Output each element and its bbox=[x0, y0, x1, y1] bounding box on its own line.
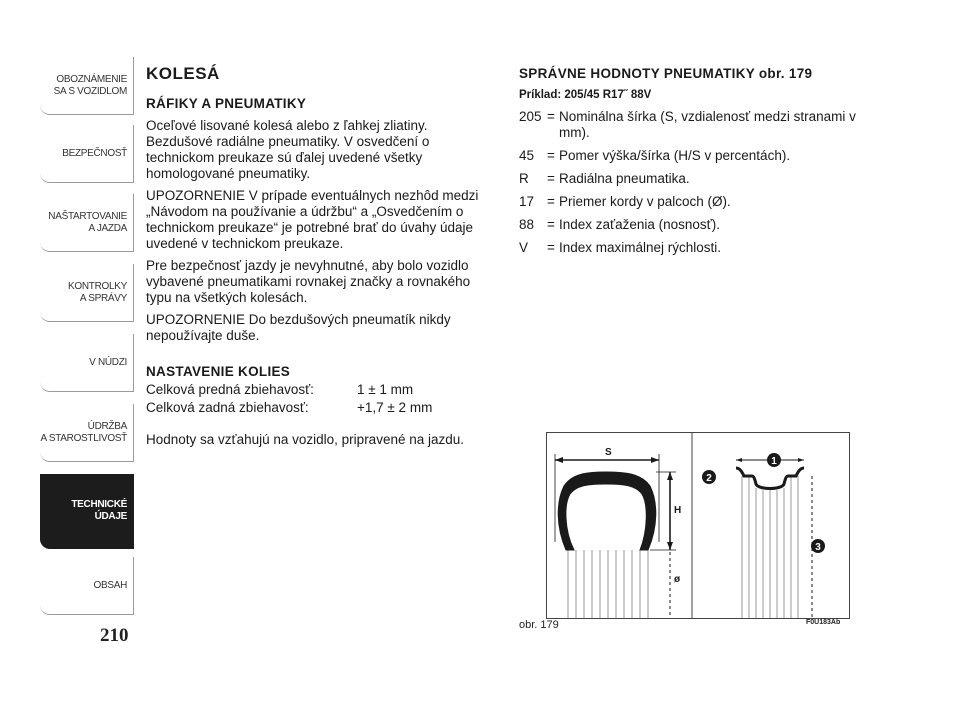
definition-code: 88 bbox=[519, 217, 535, 232]
definition-row bbox=[519, 148, 879, 164]
tab-label-line2: A SPRÁVY bbox=[79, 292, 127, 304]
definition-code: V bbox=[519, 240, 529, 255]
tab-label-line2: SA S VOZIDLOM bbox=[53, 85, 127, 97]
tab-label-line2: A STAROSTLIVOSŤ bbox=[40, 432, 127, 444]
paragraph-warning-tubes: UPOZORNENIE Do bezdušových pneumatík nikdy nepoužívajte duše. bbox=[146, 312, 451, 343]
tab-label-line1: V NÚDZI bbox=[89, 356, 127, 368]
callout-label-1: 1 bbox=[771, 456, 777, 467]
tyre-example: Príklad: 205/45 R17˝ 88V bbox=[519, 89, 652, 101]
definition-code: 45 bbox=[519, 148, 535, 163]
tab-label-line1: ÚDRŽBA bbox=[87, 420, 127, 432]
definition-equals: = bbox=[547, 217, 555, 232]
definition-row bbox=[519, 217, 879, 233]
sidebar-tab-warning-lights[interactable] bbox=[40, 264, 134, 322]
definition-text: Radiálna pneumatika. bbox=[559, 171, 690, 186]
spec-label-rear: Celková zadná zbiehavosť: bbox=[146, 400, 309, 415]
tab-label-line1: OBSAH bbox=[93, 579, 127, 591]
spec-value-rear: +1,7 ± 2 mm bbox=[357, 400, 433, 415]
definition-code: 205 bbox=[519, 109, 542, 124]
sidebar-tab-maintenance[interactable] bbox=[40, 404, 134, 462]
right-column bbox=[519, 66, 879, 263]
definition-row bbox=[519, 194, 879, 210]
label-h: H bbox=[674, 505, 682, 516]
section-title-rims-tyres: RÁFIKY A PNEUMATIKY bbox=[146, 96, 307, 111]
definition-row bbox=[519, 109, 879, 141]
tab-label-line2: A JAZDA bbox=[88, 222, 127, 234]
tab-label-line1: TECHNICKÉ bbox=[71, 499, 127, 510]
paragraph-safety: Pre bezpečnosť jazdy je nevyhnutné, aby bolo vozidlo vybavené pneumatikami rovnakej značky a rovnakého typu na všetkých kolesách. bbox=[146, 258, 471, 305]
tab-label-line1: NAŠTARTOVANIE bbox=[48, 210, 127, 222]
tab-label-line1: OBOZNÁMENIE bbox=[56, 73, 127, 85]
spec-label-front: Celková predná zbiehavosť: bbox=[146, 382, 314, 397]
page-title: KOLESÁ bbox=[146, 64, 220, 83]
definition-text: Index zaťaženia (nosnosť). bbox=[559, 217, 720, 232]
spec-row-rear bbox=[146, 400, 496, 416]
definition-code: R bbox=[519, 171, 529, 186]
section-title-tyre-values: SPRÁVNE HODNOTY PNEUMATIKY obr. 179 bbox=[519, 66, 813, 81]
figure-code: F0U183Ab bbox=[806, 619, 841, 626]
page-number: 210 bbox=[100, 625, 129, 646]
sidebar-tab-introduction[interactable] bbox=[40, 57, 134, 115]
definition-text: Pomer výška/šírka (H/S v percentách). bbox=[559, 148, 791, 163]
definition-row bbox=[519, 171, 879, 187]
section-title-wheel-alignment: NASTAVENIE KOLIES bbox=[146, 364, 291, 379]
sidebar-tab-technical-data[interactable] bbox=[40, 474, 134, 549]
spec-row-front bbox=[146, 382, 496, 398]
paragraph-note: Hodnoty sa vzťahujú na vozidlo, pripravené na jazdu. bbox=[146, 432, 465, 447]
definition-equals: = bbox=[547, 194, 555, 209]
definition-row bbox=[519, 240, 879, 256]
definition-text: Nominálna šírka (S, vzdialenosť medzi stranami v mm). bbox=[559, 109, 856, 140]
sidebar-tab-starting-driving[interactable] bbox=[40, 194, 134, 252]
definition-code: 17 bbox=[519, 194, 535, 209]
left-column bbox=[146, 66, 496, 454]
tyre-diagram bbox=[546, 432, 850, 624]
spec-value-front: 1 ± 1 mm bbox=[357, 382, 414, 397]
tab-label-line1: BEZPEČNOSŤ bbox=[62, 147, 127, 159]
callout-label-2: 2 bbox=[706, 473, 712, 484]
definition-text: Index maximálnej rýchlosti. bbox=[559, 240, 722, 255]
label-diameter: ø bbox=[674, 574, 681, 585]
definition-equals: = bbox=[547, 240, 555, 255]
label-s: S bbox=[605, 447, 612, 458]
paragraph-wheels: Oceľové lisované kolesá alebo z ľahkej zliatiny. Bezdušové radiálne pneumatiky. V osvedčení o technickom preukaze sú ďalej uvedené všetky homologované pneumatiky. bbox=[146, 118, 430, 181]
definition-text: Priemer kordy v palcoch (Ø). bbox=[559, 194, 731, 209]
tyre-figure bbox=[546, 432, 850, 624]
callout-label-3: 3 bbox=[815, 542, 821, 553]
tab-label-line1: KONTROLKY bbox=[68, 280, 127, 292]
definition-equals: = bbox=[547, 148, 555, 163]
paragraph-warning-documents: UPOZORNENIE V prípade eventuálnych nezhôd medzi „Návodom na používanie a údržbu“ a „Osvedčením o technickom preukaze“ je potrebné brať do úvahy údaje uvedené v technickom preukaze. bbox=[146, 188, 479, 251]
sidebar-tab-safety[interactable] bbox=[40, 125, 134, 183]
tab-label-line2: ÚDAJE bbox=[94, 511, 127, 522]
definition-equals: = bbox=[547, 109, 555, 124]
definition-equals: = bbox=[547, 171, 555, 186]
sidebar-tab-contents[interactable] bbox=[40, 557, 134, 615]
sidebar-tab-emergency[interactable] bbox=[40, 334, 134, 392]
figure-caption: obr. 179 bbox=[519, 619, 559, 631]
